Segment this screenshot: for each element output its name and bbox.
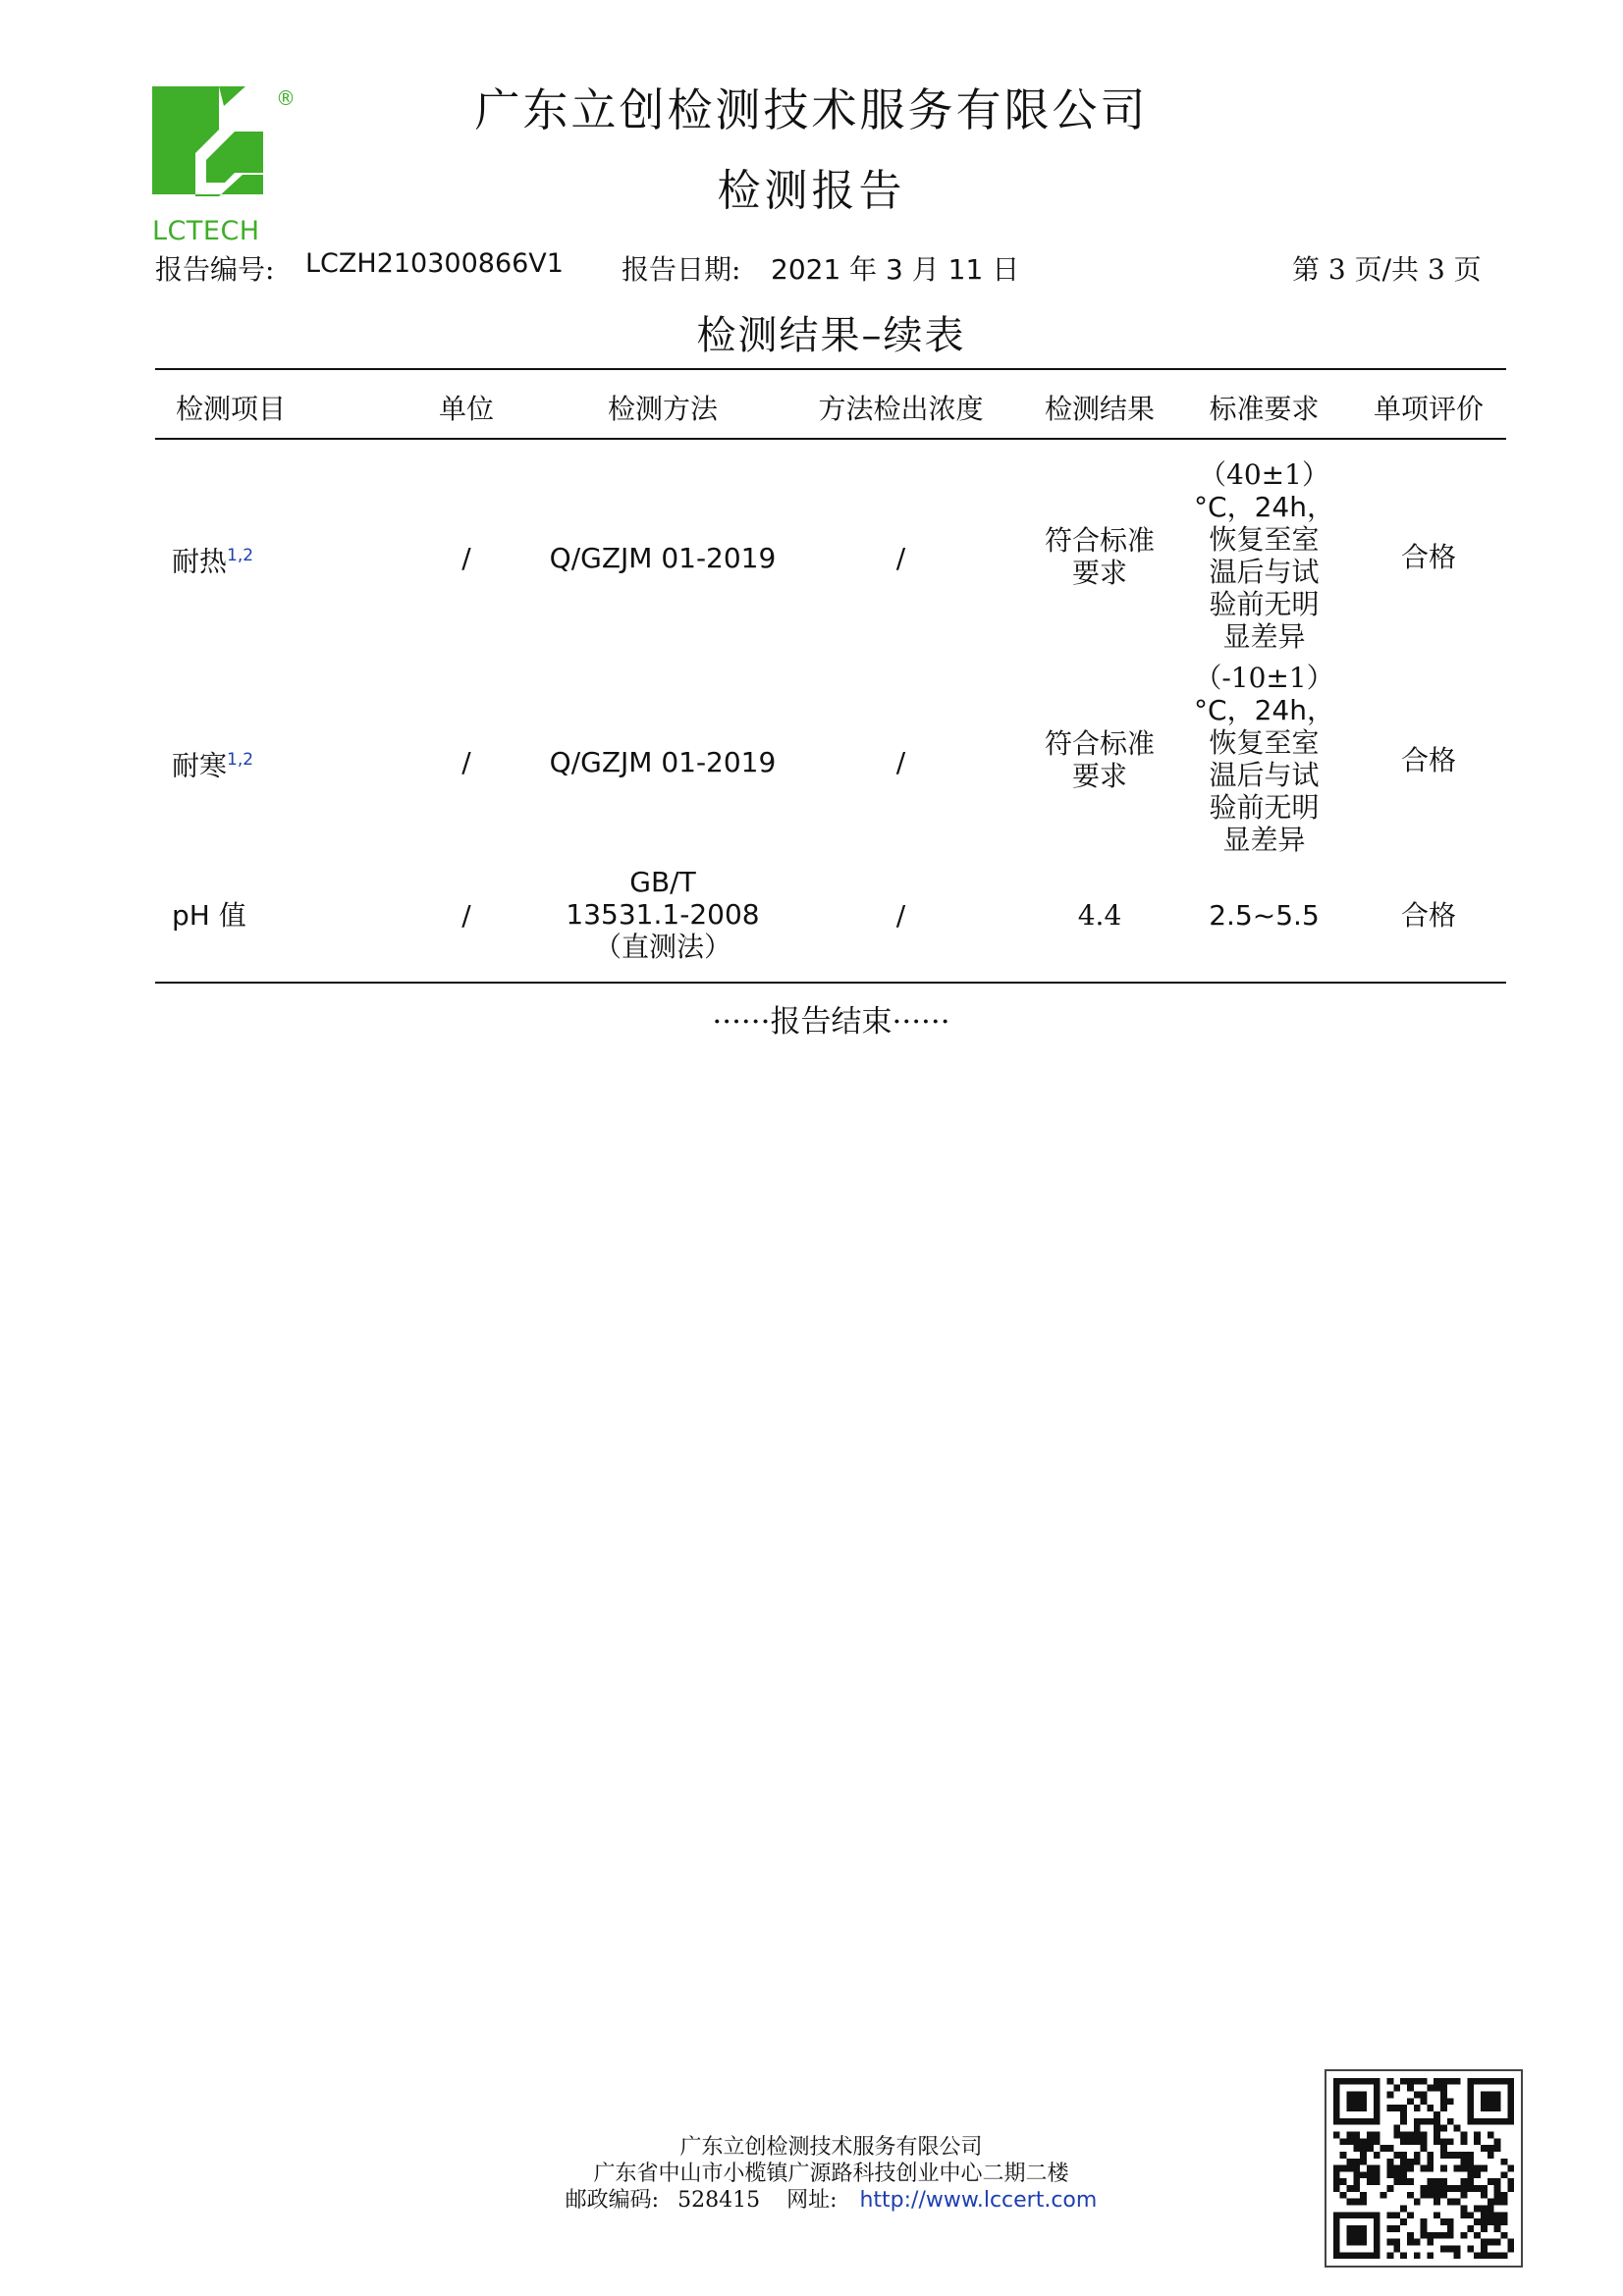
row3-item: pH 值 — [172, 899, 246, 932]
row2-req-line3: 恢复至室 — [1209, 726, 1320, 759]
row1-req-line1: （40±1） — [1199, 458, 1329, 491]
row1-evaluation: 合格 — [1400, 541, 1456, 573]
row2-method: Q/GZJM 01-2019 — [549, 746, 777, 778]
table-header-rule — [155, 438, 1506, 440]
footer-postcode: 528415 — [677, 2188, 761, 2213]
row3-method — [530, 866, 795, 963]
column-header-requirement: 标准要求 — [1209, 393, 1320, 425]
column-header-method: 检测方法 — [607, 393, 718, 425]
row2-detection-limit: / — [895, 746, 906, 778]
row2-result-line2: 要求 — [1071, 760, 1127, 792]
row1-detection-limit: / — [895, 542, 906, 574]
column-header-evaluation: 单项评价 — [1373, 393, 1484, 425]
row2-req-line6: 显差异 — [1222, 824, 1306, 856]
table-bottom-rule — [155, 982, 1506, 984]
row2-evaluation: 合格 — [1400, 744, 1456, 776]
row1-unit: / — [461, 542, 471, 574]
footer-address: 广东省中山市小榄镇广源路科技创业中心二期二楼 — [593, 2162, 1069, 2186]
section-title: 检测结果–续表 — [696, 313, 966, 358]
row1-requirement — [1183, 458, 1345, 653]
footer-company: 广东立创检测技术服务有限公司 — [679, 2135, 983, 2160]
row2-item-label: 耐寒 — [172, 749, 228, 782]
row2-requirement — [1183, 662, 1345, 856]
row2-req-line5: 验前无明 — [1209, 791, 1320, 824]
row3-detection-limit: / — [895, 899, 906, 932]
report-no-label: 报告编号: — [155, 253, 275, 286]
row2-ref: 1,2 — [227, 750, 254, 770]
footer-website-label: 网址: — [786, 2188, 838, 2213]
row2-result — [1021, 727, 1178, 792]
row2-req-line2: °C，24h， — [1194, 694, 1334, 726]
row1-req-line4: 温后与试 — [1209, 556, 1320, 588]
row3-result: 4.4 — [1077, 899, 1122, 932]
row3-method-line3: （直测法） — [593, 931, 731, 963]
row1-result-line1: 符合标准 — [1044, 524, 1155, 557]
row2-unit: / — [461, 746, 471, 778]
report-no: LCZH210300866V1 — [305, 248, 564, 279]
column-header-detection-limit: 方法检出浓度 — [818, 393, 984, 425]
row1-item — [172, 540, 253, 577]
row3-method-line1: GB/T — [629, 866, 696, 898]
row1-req-line2: °C，24h， — [1194, 491, 1334, 523]
footer-website-link[interactable]: http://www.lccert.com — [859, 2188, 1098, 2213]
row1-result — [1021, 524, 1178, 589]
report-date: 2021 年 3 月 11 日 — [771, 253, 1020, 286]
row3-method-line2: 13531.1-2008 — [566, 898, 760, 931]
row2-req-line1: （-10±1） — [1194, 662, 1334, 694]
row3-evaluation: 合格 — [1400, 899, 1456, 932]
page-indicator: 第 3 页/共 3 页 — [1292, 253, 1482, 286]
report-date-label: 报告日期: — [622, 253, 741, 286]
registered-mark: ® — [276, 86, 296, 110]
column-header-item: 检测项目 — [175, 393, 286, 425]
row3-unit: / — [461, 899, 471, 932]
row1-method: Q/GZJM 01-2019 — [549, 542, 777, 574]
row1-req-line5: 验前无明 — [1209, 588, 1320, 620]
row1-req-line3: 恢复至室 — [1209, 523, 1320, 556]
report-end-mark: ······报告结束······ — [712, 1004, 950, 1040]
row1-item-label: 耐热 — [172, 545, 228, 578]
logo-text: LCTECH — [152, 216, 260, 246]
row1-req-line6: 显差异 — [1222, 620, 1306, 653]
row1-result-line2: 要求 — [1071, 557, 1127, 589]
column-header-result: 检测结果 — [1044, 393, 1155, 425]
row2-result-line1: 符合标准 — [1044, 727, 1155, 760]
footer-postcode-label: 邮政编码: — [565, 2188, 660, 2213]
table-top-rule — [155, 368, 1506, 370]
company-name: 广东立创检测技术服务有限公司 — [474, 83, 1149, 136]
row1-ref: 1,2 — [227, 546, 254, 565]
report-title: 检测报告 — [717, 166, 906, 216]
row3-requirement: 2.5~5.5 — [1209, 899, 1320, 932]
qr-code-icon — [1325, 2069, 1523, 2268]
column-header-unit: 单位 — [438, 393, 494, 425]
row2-req-line4: 温后与试 — [1209, 759, 1320, 791]
row2-item — [172, 744, 253, 781]
